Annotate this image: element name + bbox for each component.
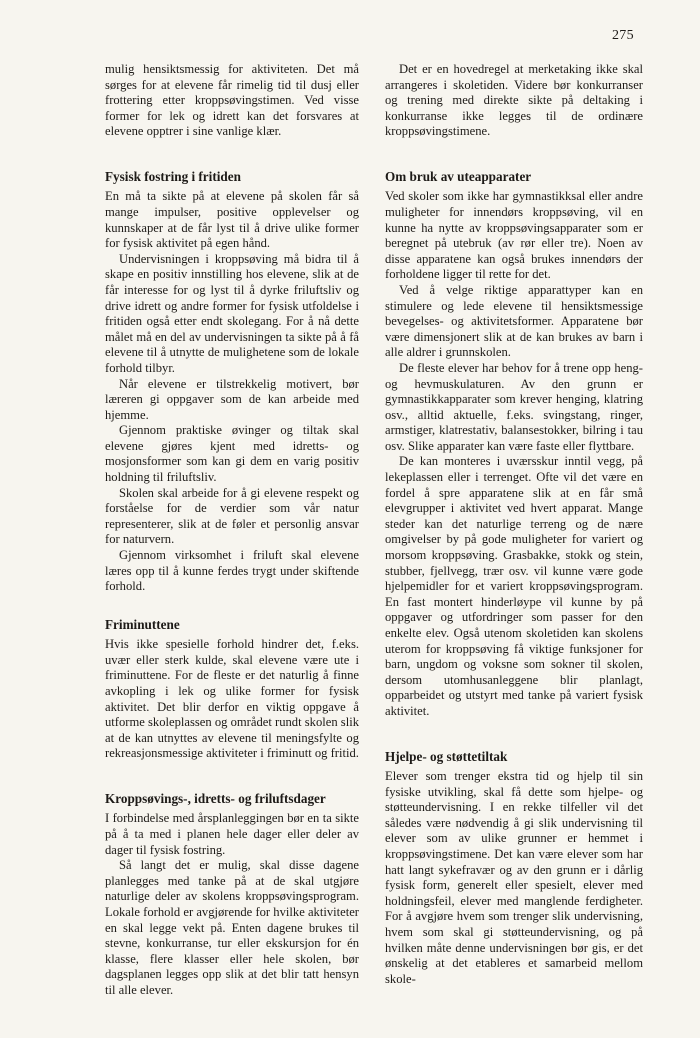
paragraph: Undervisningen i kroppsøving må bidra til å skape en positiv innstilling hos elevene, slik at de får interesse for og lyst til å dyrke friluftsliv og drive idrett og andre former for fysisk utfoldelse i fritiden også etter endt skolegang. For å nå dette målet må en del av undervisningen ta sikte på å få elevene til å utnytte de mulighetene som de lokale forhold tilbyr. [105,251,359,375]
paragraph: Ved å velge riktige apparattyper kan en stimulere og lede elevene til hensiktsmessige bevegelses- og aktivitetsformer. Apparatene bør være dimensjonert slik at de kan brukes av barn i alle aldrer i grunnskolen. [385,282,643,360]
paragraph: De fleste elever har behov for å trene opp heng- og hevmuskulaturen. Av den grunn er gymnastikkapparater som krever henging, klatring osv., alltid aktuelle, f.eks. svingstang, ringer, armstiger, klatrestativ, balansestokker, bilring i tau osv. Slike apparater kan være faste eller flyttbare. [385,360,643,453]
section-heading-kroppsovingsdager: Kroppsøvings-, idretts- og friluftsdager [105,790,326,806]
paragraph: De kan monteres i uværsskur inntil vegg, på lekeplassen eller i terrenget. Ofte vil det være en fordel å spre apparatene slik at en får små elevgrupper i aktivitet ved hvert apparat. Mange steder kan det naturlige terreng og de nære omgivelser by på gode muligheter for variert og morsom kroppsøving. Grasbakke, stokk og stein, stubber, fjellvegg, trær osv. vil kunne være gode hjelpemidler for et variert kroppsøvingsprogram. En fast montert hinderløype vil kunne by på oppgaver og utfordringer som passer for den enkelte elev. Også utenom skoletiden kan skolens uterom for kroppsøving få viktige funksjoner for barn, ungdom og voksne som sokner til skolen, dersom utomhusanleggene blir planlagt, opparbeidet og utstyrt med tanke på variert fysisk aktivitet. [385,454,643,718]
paragraph: En må ta sikte på at elevene på skolen får så mange impulser, positive opplevelser og kunnskaper at de får lyst til å drive ulike former for fysisk aktivitet på egen hånd. [105,189,359,251]
left-intro-paragraph: mulig hensiktsmessig for aktiviteten. Det må sørges for at elevene får rimelig tid til dusj eller frottering etter kroppsøvingstimen. Ved visse former for lek og idrett kan det forsvares at elevene opptrer i sine vanlige klær. [105,62,359,139]
paragraph: Hvis ikke spesielle forhold hindrer det, f.eks. uvær eller sterk kulde, skal elevene være ute i friminuttene. For de fleste er det naturlig å finne avkopling i lek og ulike former for fysisk aktivitet. Det blir derfor en viktig oppgave å utforme skoleplassen og området rundt skolen slik at de kan utnyttes av elevene til meningsfylte og rekreasjonsmessige aktiviteter i friminutt og fritid. [105,637,359,761]
right-column [385,62,643,987]
paragraph: Skolen skal arbeide for å gi elevene respekt og forståelse for de verdier som vår natur representerer, slik at de føler et personlig ansvar for naturvern. [105,485,359,547]
left-column [105,62,359,999]
page-number: 275 [612,28,634,43]
right-intro-paragraph: Det er en hovedregel at merketaking ikke skal arrangeres i skoletiden. Videre bør konkurranser og trening med direkte sikte på deltaking i konkurranse ikke legges til de ordinære kroppsøvingstimene. [385,62,643,139]
paragraph: I forbindelse med årsplanleggingen bør en ta sikte på å ta med i planen hele dager eller deler av dager til fysisk fostring. [105,811,359,857]
paragraph: Når elevene er tilstrekkelig motivert, bør læreren gi oppgaver som de kan arbeide med hjemme. [105,376,359,422]
paragraph: Elever som trenger ekstra tid og hjelp til sin fysiske utvikling, skal få dette som hjelpe- og støtteundervisning. I en rekke tilfeller vil det således være nødvendig å gi slik undervisning til elever som av ulike grunner er hemmet i kroppsøvingstimene. Det kan være elever som har hatt langt sykefravær og av den grunn er i dårlig fysisk form, generelt eller spesielt, elever med holdningsfeil, elever med manglende ferdigheter. For å avgjøre hvem som trenger slik undervisning, hvem som skal gi støtteundervisning, og på hvilken måte denne undervisningen bør gis, er det ønskelig at det etableres et samarbeid mellom skole- [385,768,643,986]
paragraph: Gjennom praktiske øvinger og tiltak skal elevene gjøres kjent med idretts- og mosjonsformer som kan gi dem en varig positiv holdning til friluftsliv. [105,423,359,485]
section-heading-uteapparater: Om bruk av uteapparater [385,168,532,184]
section-heading-friminuttene: Friminuttene [105,616,180,632]
paragraph: Ved skoler som ikke har gymnastikksal eller andre muligheter for innendørs kroppsøving, vil en kunne ha nytte av kroppsøvingsapparater som er beregnet på utebruk (av rør eller tre). Noen av disse apparatene kan også brukes innendørs der forholdene ligger til rette for det. [385,189,643,282]
section-heading-hjelpetiltak: Hjelpe- og støttetiltak [385,748,508,764]
paragraph: Så langt det er mulig, skal disse dagene planlegges med tanke på at de skal utgjøre naturlige deler av skolens kroppsøvingsprogram. Lokale forhold er avgjørende for hvilke aktiviteter en skal legge vekt på. Enten dagene brukes til stevne, konkurranse, tur eller ekskursjon for én klasse, flere klasser eller hele skolen, bør dagsplanen legges opp slik at det blir tatt hensyn til alle elever. [105,858,359,997]
paragraph: Gjennom virksomhet i friluft skal elevene læres opp til å kunne ferdes trygt under skiftende forhold. [105,548,359,594]
section-heading-fysisk-fostring: Fysisk fostring i fritiden [105,168,241,184]
